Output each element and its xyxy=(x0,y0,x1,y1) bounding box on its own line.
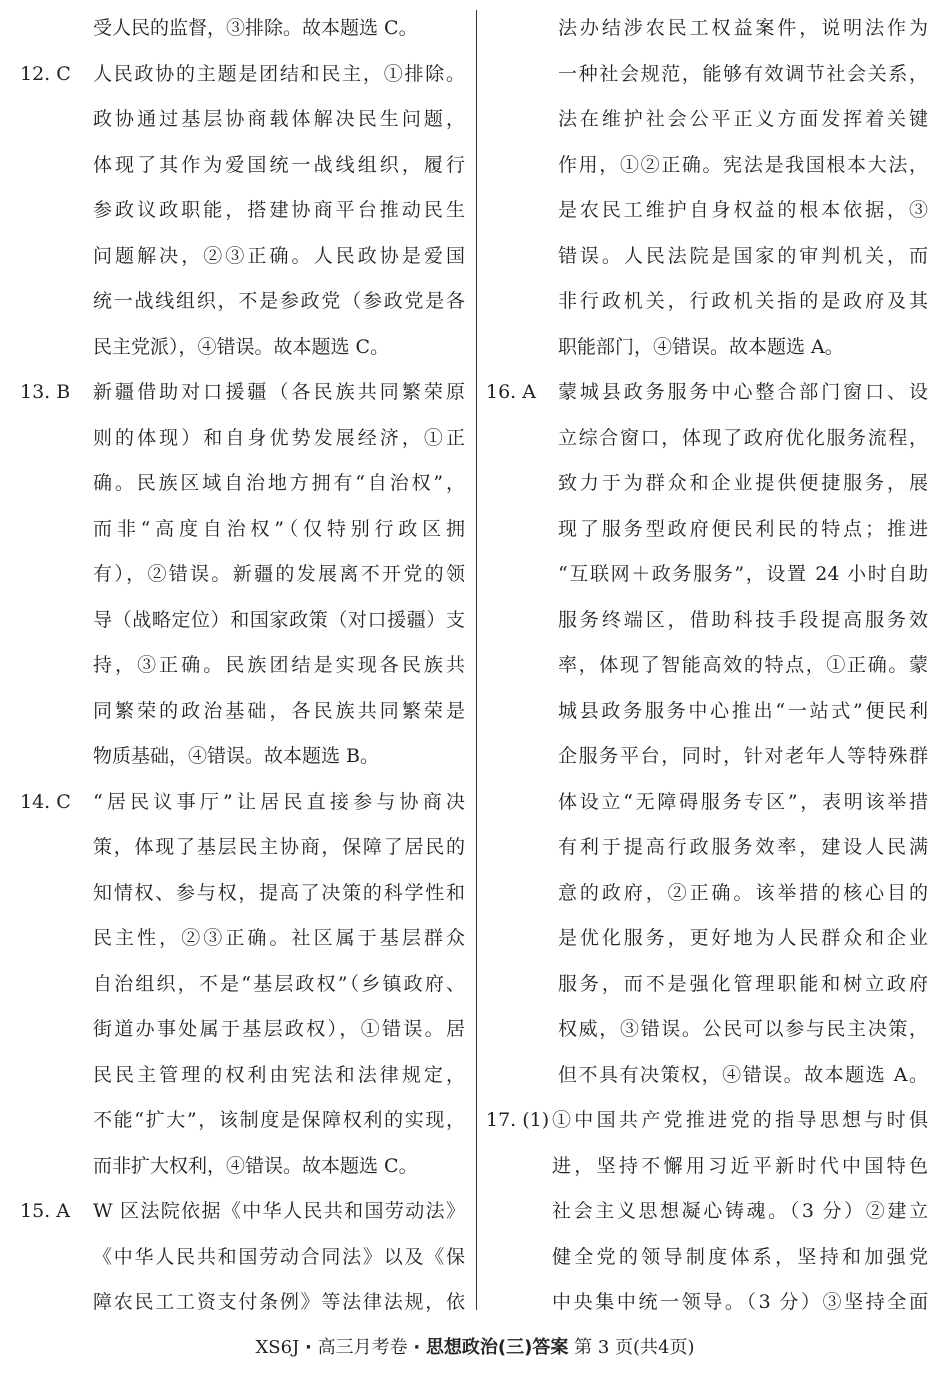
answer-text: 服务终端区，借助科技手段提高服务效 xyxy=(558,608,928,631)
answer-text: 而非“高度自治权”（仅特别行政区拥 xyxy=(93,517,465,540)
answer-text: W 区法院依据《中华人民共和国劳动法》 xyxy=(93,1200,465,1222)
column-divider xyxy=(476,10,477,1310)
answer-line xyxy=(20,370,468,416)
answer-line xyxy=(20,962,468,1008)
answer-text: 问题解决，②③正确。人民政协是爱国 xyxy=(93,244,465,267)
left-column xyxy=(20,6,468,1326)
answer-text: 是农民工维护自身权益的根本依据，③ xyxy=(558,199,928,221)
answer-line xyxy=(20,1007,468,1053)
answer-text: 城县政务服务中心推出“一站式”便民利 xyxy=(558,699,928,722)
answer-line xyxy=(20,461,468,507)
subject-title: 思想政治(三)答案 xyxy=(425,1337,569,1358)
answer-text: 则的体现）和自身优势发展经济，①正 xyxy=(93,426,465,449)
question-number: 12. C xyxy=(20,62,71,85)
answer-text: 有利于提高行政服务效率，建设人民满 xyxy=(558,836,928,858)
answer-line xyxy=(20,552,468,598)
answer-text: 同繁荣的政治基础，各民族共同繁荣是 xyxy=(93,699,465,722)
answer-line xyxy=(486,1007,934,1053)
answer-line xyxy=(486,188,934,234)
answer-text: 意的政府，②正确。该举措的核心目的 xyxy=(558,881,928,904)
answer-line xyxy=(486,871,934,917)
question-number: 13. B xyxy=(20,381,71,403)
answer-text: 社会主义思想凝心铸魂。（3 分）②建立 xyxy=(552,1200,928,1222)
answer-line xyxy=(20,1280,468,1326)
answer-text: 率，体现了智能高效的特点，①正确。蒙 xyxy=(558,654,928,676)
answer-text: ①中国共产党推进党的指导思想与时俱 xyxy=(552,1109,928,1131)
answer-line xyxy=(20,1235,468,1281)
answer-line xyxy=(486,507,934,553)
answer-line xyxy=(20,6,468,52)
answer-line xyxy=(486,6,934,52)
answer-line xyxy=(20,598,468,644)
page-number: 第 3 页(共4页) xyxy=(574,1337,695,1358)
answer-text: 进，坚持不懈用习近平新时代中国特色 xyxy=(552,1154,928,1177)
answer-line xyxy=(20,1189,468,1235)
answer-line xyxy=(486,279,934,325)
answer-line xyxy=(486,325,934,371)
answer-text: “互联网＋政务服务”，设置 24 小时自助 xyxy=(558,563,928,585)
answer-line xyxy=(486,97,934,143)
answer-text: 一种社会规范，能够有效调节社会关系， xyxy=(558,62,928,85)
answer-text: 体设立“无障碍服务专区”，表明该举措 xyxy=(558,790,928,813)
answer-line xyxy=(20,97,468,143)
answer-line xyxy=(486,1280,934,1326)
answer-line xyxy=(486,552,934,598)
answer-line xyxy=(486,1189,934,1235)
answer-text: 新疆借助对口援疆（各民族共同繁荣原 xyxy=(93,381,465,403)
answer-text: 政协通过基层协商载体解决民生问题， xyxy=(93,108,465,130)
answer-line xyxy=(20,143,468,189)
answer-line xyxy=(20,871,468,917)
answer-text: 确。民族区域自治地方拥有“自治权”， xyxy=(93,472,465,494)
answer-text: 参政议政职能，搭建协商平台推动民生 xyxy=(93,199,465,221)
answer-text: 错误。人民法院是国家的审判机关，而 xyxy=(558,244,928,267)
answer-line xyxy=(20,1098,468,1144)
answer-text: 自治组织，不是“基层政权”（乡镇政府、 xyxy=(93,972,465,995)
answer-text: 统一战线组织，不是参政党（参政党是各 xyxy=(93,290,465,312)
answer-line xyxy=(20,643,468,689)
answer-line xyxy=(486,825,934,871)
answer-text: 非行政机关，行政机关指的是政府及其 xyxy=(558,290,928,312)
answer-line xyxy=(20,188,468,234)
answer-line xyxy=(486,1235,934,1281)
answer-line xyxy=(20,1053,468,1099)
answer-text: 民民主管理的权利由宪法和法律规定， xyxy=(93,1063,465,1086)
answer-text: 障农民工工资支付条例》等法律法规，依 xyxy=(93,1291,465,1313)
answer-text: 《中华人民共和国劳动合同法》以及《保 xyxy=(93,1245,465,1268)
answer-line xyxy=(486,780,934,826)
answer-line xyxy=(486,52,934,98)
answer-line xyxy=(486,598,934,644)
answer-line xyxy=(486,962,934,1008)
footer-separator: · xyxy=(305,1337,312,1358)
answer-line xyxy=(20,689,468,735)
answer-line xyxy=(20,916,468,962)
answer-line xyxy=(20,507,468,553)
answer-line xyxy=(486,461,934,507)
answer-text: 民主党派），④错误。故本题选 C。 xyxy=(93,335,390,358)
answer-text: 法办结涉农民工权益案件，说明法作为 xyxy=(558,17,928,39)
answer-line xyxy=(486,643,934,689)
answer-line xyxy=(486,734,934,780)
question-number: 17. (1) xyxy=(486,1109,550,1131)
answer-line xyxy=(20,780,468,826)
answer-line xyxy=(486,370,934,416)
page-footer xyxy=(0,1333,950,1363)
answer-text: 致力于为群众和企业提供便捷服务，展 xyxy=(558,472,928,494)
answer-text: 街道办事处属于基层政权），①错误。居 xyxy=(93,1018,465,1040)
answer-line xyxy=(486,1144,934,1190)
answer-text: 立综合窗口，体现了政府优化服务流程， xyxy=(558,426,928,449)
answer-line xyxy=(20,734,468,780)
answer-text: 健全党的领导制度体系，坚持和加强党 xyxy=(552,1245,928,1268)
answer-text: 法在维护社会公平正义方面发挥着关键 xyxy=(558,108,928,130)
answer-line xyxy=(486,234,934,280)
answer-line xyxy=(20,325,468,371)
answer-text: 作用，①②正确。宪法是我国根本大法， xyxy=(558,153,928,176)
question-number: 16. A xyxy=(486,381,536,403)
answer-line xyxy=(20,416,468,462)
answer-line xyxy=(486,689,934,735)
answer-line xyxy=(20,279,468,325)
answer-text: 受人民的监督，③排除。故本题选 C。 xyxy=(93,17,418,39)
answer-line xyxy=(20,1144,468,1190)
exam-name: 高三月考卷 xyxy=(317,1337,408,1358)
answer-text: 中央集中统一领导。（3 分）③坚持全面 xyxy=(552,1291,928,1313)
footer-separator: · xyxy=(413,1337,421,1358)
exam-code: XS6J xyxy=(255,1337,300,1358)
answer-line xyxy=(486,1098,934,1144)
answer-text: 知情权、参与权，提高了决策的科学性和 xyxy=(93,881,465,904)
answer-text: 导（战略定位）和国家政策（对口援疆）支 xyxy=(93,608,465,631)
answer-line xyxy=(20,234,468,280)
answer-text: “居民议事厅”让居民直接参与协商决 xyxy=(93,790,465,813)
answer-line xyxy=(486,1053,934,1099)
answer-text: 持，③正确。民族团结是实现各民族共 xyxy=(93,654,465,676)
question-number: 15. A xyxy=(20,1200,70,1222)
answer-text: 物质基础，④错误。故本题选 B。 xyxy=(93,745,380,767)
answer-text: 现了服务型政府便民利民的特点；推进 xyxy=(558,517,928,540)
answer-text: 企服务平台，同时，针对老年人等特殊群 xyxy=(558,745,928,767)
answer-line xyxy=(20,825,468,871)
answer-line xyxy=(486,416,934,462)
answer-line xyxy=(486,143,934,189)
answer-line xyxy=(20,52,468,98)
answer-text: 人民政协的主题是团结和民主，①排除。 xyxy=(93,62,465,85)
answer-text: 蒙城县政务服务中心整合部门窗口、设 xyxy=(558,381,928,403)
answer-text: 职能部门，④错误。故本题选 A。 xyxy=(558,335,844,358)
answer-text: 体现了其作为爱国统一战线组织，履行 xyxy=(93,153,465,176)
answer-text: 权威，③错误。公民可以参与民主决策， xyxy=(558,1018,928,1040)
answer-text: 但不具有决策权，④错误。故本题选 A。 xyxy=(558,1063,928,1086)
answer-text: 有），②错误。新疆的发展离不开党的领 xyxy=(93,563,465,585)
answer-line xyxy=(486,916,934,962)
answer-text: 民主性，②③正确。社区属于基层群众 xyxy=(93,927,465,949)
answer-text: 服务，而不是强化管理职能和树立政府 xyxy=(558,972,928,995)
answer-text: 不能“扩大”，该制度是保障权利的实现， xyxy=(93,1109,465,1131)
right-column xyxy=(486,6,934,1326)
answer-text: 是优化服务，更好地为人民群众和企业 xyxy=(558,927,928,949)
answer-text: 策，体现了基层民主协商，保障了居民的 xyxy=(93,836,465,858)
answer-text: 而非扩大权利，④错误。故本题选 C。 xyxy=(93,1154,418,1177)
question-number: 14. C xyxy=(20,790,71,813)
